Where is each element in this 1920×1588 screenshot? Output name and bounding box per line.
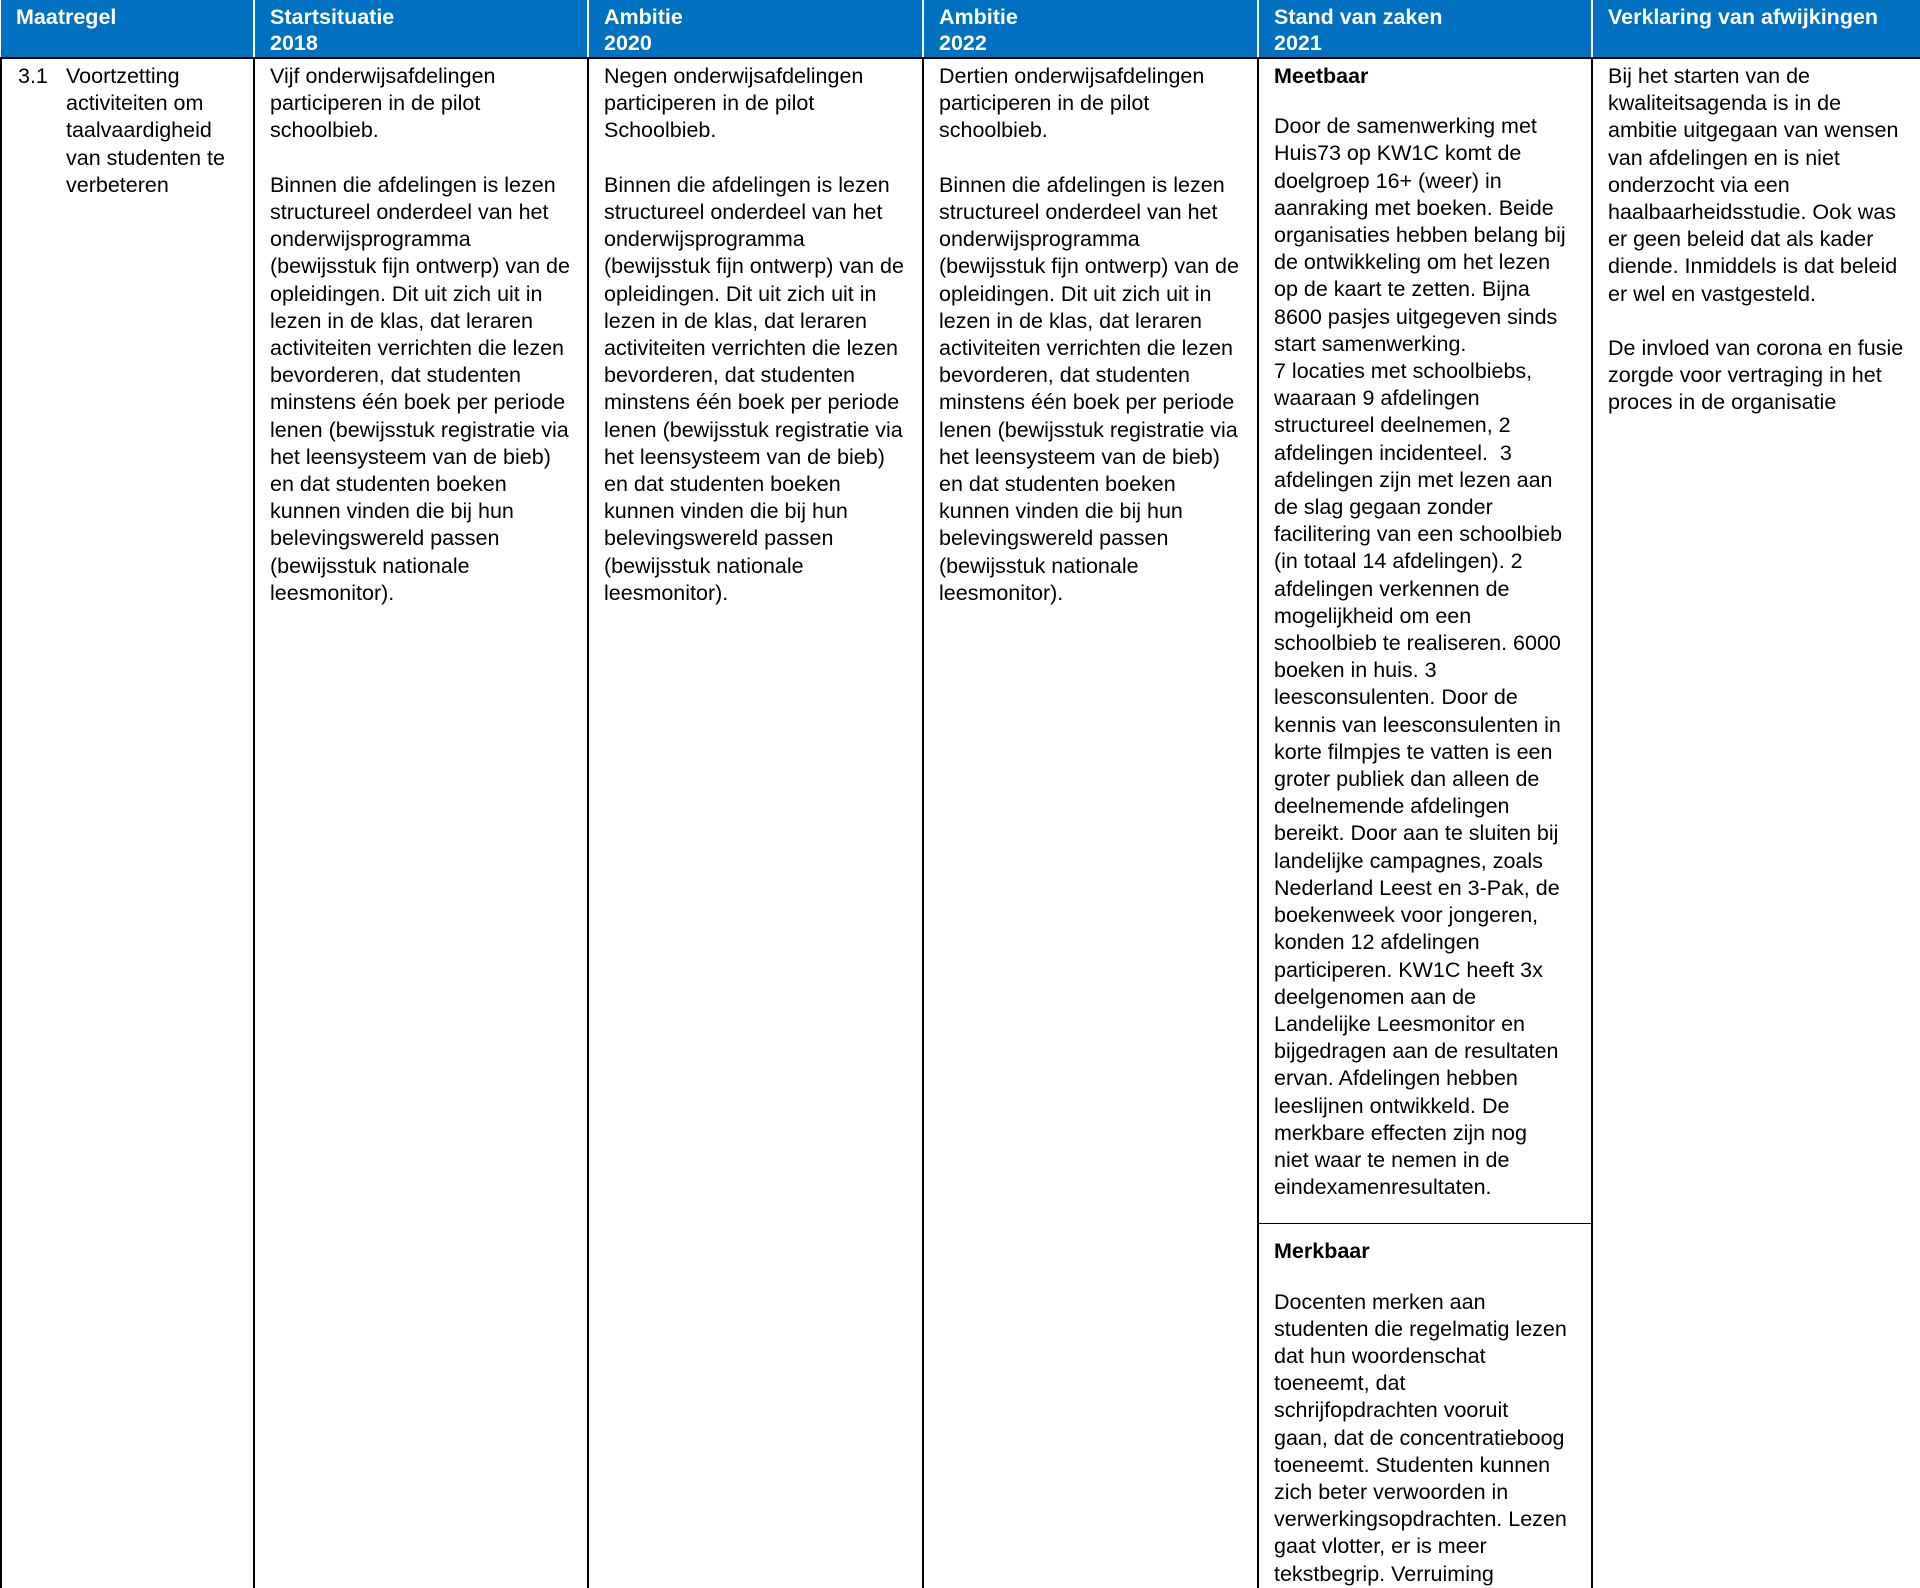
header-ambitie-2020 <box>588 0 923 58</box>
meetbaar-line: afdelingen zijn met lezen aan <box>1274 467 1553 492</box>
ambitie-2020-paragraph-2: Binnen die afdelingen is lezen structureel onderdeel van het onderwijsprogramma (bewijsstuk fijn ontwerp) van de opleidingen. Dit uit zich uit in lezen in de klas, dat leraren activiteiten verrichten die lezen bevorderen, dat studenten minstens één boek per periode lenen (bewijsstuk registratie via het leensysteem van de bieb) en dat studenten boeken kunnen vinden die bij hun belevingswereld passen (bewijsstuk nationale leesmonitor). <box>604 172 904 605</box>
cell-verklaring <box>1592 58 1920 1588</box>
header-row <box>1 0 1920 58</box>
header-verklaring-line1: Verklaring van afwijkingen <box>1608 5 1879 29</box>
meetbaar-line: korte filmpjes te vatten is een <box>1274 739 1553 764</box>
header-startsituatie-line2: 2018 <box>270 31 318 55</box>
meetbaar-line: afdelingen incidenteel. 3 <box>1274 440 1512 465</box>
meetbaar-line: kennis van leesconsulenten in <box>1274 712 1561 737</box>
meetbaar-line: boeken in huis. 3 <box>1274 658 1437 683</box>
merkbaar-line: tekstbegrip. Verruiming <box>1274 1561 1494 1586</box>
meetbaar-line: afdelingen verkennen de <box>1274 576 1510 601</box>
header-ambitie-2022 <box>923 0 1258 58</box>
meetbaar-line: bereikt. Door aan te sluiten bij <box>1274 821 1559 846</box>
merkbaar-line: gaat vlotter, er is meer <box>1274 1534 1487 1559</box>
meetbaar-line: deelgenomen aan de <box>1274 984 1477 1009</box>
merkbaar-line: toeneemt, dat <box>1274 1371 1406 1396</box>
merkbaar-text <box>1274 1289 1581 1588</box>
table-row <box>1 58 1920 1588</box>
ambitie-2022-paragraph-1: Dertien onderwijsafdelingen participeren in de pilot schoolbieb. <box>939 64 1205 143</box>
merkbaar-line: verwerkingsopdrachten. Lezen <box>1274 1507 1567 1532</box>
meetbaar-line: leesconsulenten. Door de <box>1274 685 1518 710</box>
merkbaar-line: gaan, dat de concentratieboog <box>1274 1425 1565 1450</box>
meetbaar-line: start samenwerking. <box>1274 331 1467 356</box>
merkbaar-line: schrijfopdrachten vooruit <box>1274 1398 1509 1423</box>
cell-stand-van-zaken <box>1258 58 1592 1588</box>
header-ambitie-2020-line1: Ambitie <box>604 5 683 29</box>
startsituatie-paragraph-1: Vijf onderwijsafdelingen participeren in de pilot schoolbieb. <box>270 64 496 143</box>
meetbaar-line: organisaties hebben belang bij <box>1274 223 1566 248</box>
meetbaar-line: mogelijkheid om een <box>1274 603 1472 628</box>
meetbaar-line: landelijke campagnes, zoals <box>1274 848 1543 873</box>
meetbaar-line: Nederland Leest en 3-Pak, de <box>1274 875 1560 900</box>
meetbaar-line: (in totaal 14 afdelingen). 2 <box>1274 549 1523 574</box>
meetbaar-line: Landelijke Leesmonitor en <box>1274 1011 1525 1036</box>
meetbaar-line: groter publiek dan alleen de <box>1274 767 1540 792</box>
merkbaar-line: studenten die regelmatig lezen <box>1274 1316 1567 1341</box>
meetbaar-line: Door de samenwerking met <box>1274 114 1537 139</box>
meetbaar-line: merkbare effecten zijn nog <box>1274 1120 1527 1145</box>
header-verklaring <box>1592 0 1920 58</box>
meetbaar-line: niet waar te nemen in de <box>1274 1147 1510 1172</box>
merkbaar-heading: Merkbaar <box>1274 1239 1370 1264</box>
header-ambitie-2020-line2: 2020 <box>604 31 652 55</box>
meetbaar-line: konden 12 afdelingen <box>1274 930 1480 955</box>
meetbaar-line: facilitering van een schoolbieb <box>1274 522 1563 547</box>
verklaring-paragraph-2: De invloed van corona en fusie zorgde voor vertraging in het proces in de organisatie <box>1608 336 1904 415</box>
maatregel-number: 3.1 <box>18 64 48 88</box>
maatregel-text: Voortzetting activiteiten om taalvaardigheid van studenten te verbeteren <box>66 64 225 197</box>
meetbaar-line: boekenweek voor jongeren, <box>1274 903 1539 928</box>
ambitie-2020-paragraph-1: Negen onderwijsafdelingen participeren in de pilot Schoolbieb. <box>604 64 864 143</box>
meetbaar-line: aanraking met boeken. Beide <box>1274 195 1554 220</box>
meetbaar-line: de slag gegaan zonder <box>1274 495 1493 520</box>
merkbaar-line: dat hun woordenschat <box>1274 1343 1486 1368</box>
header-stand-van-zaken <box>1258 0 1592 58</box>
meetbaar-line: waaraan 9 afdelingen <box>1274 386 1480 411</box>
meetbaar-heading: Meetbaar <box>1274 64 1369 88</box>
cell-ambitie-2022 <box>923 58 1258 1588</box>
cell-startsituatie <box>254 58 588 1588</box>
meetbaar-line: 8600 pasjes uitgegeven sinds <box>1274 304 1558 329</box>
header-startsituatie <box>254 0 588 58</box>
header-ambitie-2022-line2: 2022 <box>939 31 987 55</box>
maatregel-wrap <box>18 63 243 199</box>
meetbaar-line: ervan. Afdelingen hebben <box>1274 1066 1518 1091</box>
header-startsituatie-line1: Startsituatie <box>270 5 395 29</box>
meetbaar-line: structureel deelnemen, 2 <box>1274 413 1511 438</box>
header-stand-line1: Stand van zaken <box>1274 5 1443 29</box>
meetbaar-line: leeslijnen ontwikkeld. De <box>1274 1093 1510 1118</box>
header-maatregel <box>1 0 254 58</box>
ambitie-2022-paragraph-2: Binnen die afdelingen is lezen structureel onderdeel van het onderwijsprogramma (bewijsstuk fijn ontwerp) van de opleidingen. Dit uit zich uit in lezen in de klas, dat leraren activiteiten verrichten die lezen bevorderen, dat studenten minstens één boek per periode lenen (bewijsstuk registratie via het leensysteem van de bieb) en dat studenten boeken kunnen vinden die bij hun belevingswereld passen (bewijsstuk nationale leesmonitor). <box>939 172 1239 605</box>
merkbaar-line: zich beter verwoorden in <box>1274 1479 1509 1504</box>
merkbaar-line: Docenten merken aan <box>1274 1289 1486 1314</box>
header-stand-line2: 2021 <box>1274 31 1322 55</box>
meetbaar-text <box>1274 113 1581 1201</box>
merkbaar-line: toeneemt. Studenten kunnen <box>1274 1452 1551 1477</box>
meetbaar-line: deelnemende afdelingen <box>1274 794 1510 819</box>
cell-maatregel <box>1 58 254 1588</box>
meetbaar-line: eindexamenresultaten. <box>1274 1175 1492 1200</box>
meetbaar-line: Huis73 op KW1C komt de <box>1274 141 1522 166</box>
meetbaar-line: op de kaart te zetten. Bijna <box>1274 277 1530 302</box>
cell-ambitie-2020 <box>588 58 923 1588</box>
meetbaar-line: de ontwikkeling om het lezen <box>1274 250 1551 275</box>
meetbaar-line: bijgedragen aan de resultaten <box>1274 1039 1559 1064</box>
verklaring-paragraph-1: Bij het starten van de kwaliteitsagenda is in de ambitie uitgegaan van wensen van afdelingen en is niet onderzocht via een haalbaarheidsstudie. Ook was er geen beleid dat als kader diende. Inmiddels is dat beleid er wel en vastgesteld. <box>1608 64 1899 306</box>
meetbaar-line: doelgroep 16+ (weer) in <box>1274 168 1502 193</box>
section-divider <box>1259 1223 1591 1224</box>
startsituatie-paragraph-2: Binnen die afdelingen is lezen structureel onderdeel van het onderwijsprogramma (bewijsstuk fijn ontwerp) van de opleidingen. Dit uit zich uit in lezen in de klas, dat leraren activiteiten verrichten die lezen bevorderen, dat studenten minstens één boek per periode lenen (bewijsstuk registratie via het leensysteem van de bieb) en dat studenten boeken kunnen vinden die bij hun belevingswereld passen (bewijsstuk nationale leesmonitor). <box>270 172 570 605</box>
header-ambitie-2022-line1: Ambitie <box>939 5 1018 29</box>
header-maatregel-line1: Maatregel <box>16 5 117 29</box>
meetbaar-line: participeren. KW1C heeft 3x <box>1274 957 1543 982</box>
meetbaar-line: 7 locaties met schoolbiebs, <box>1274 359 1533 384</box>
meetbaar-line: schoolbieb te realiseren. 6000 <box>1274 631 1561 656</box>
